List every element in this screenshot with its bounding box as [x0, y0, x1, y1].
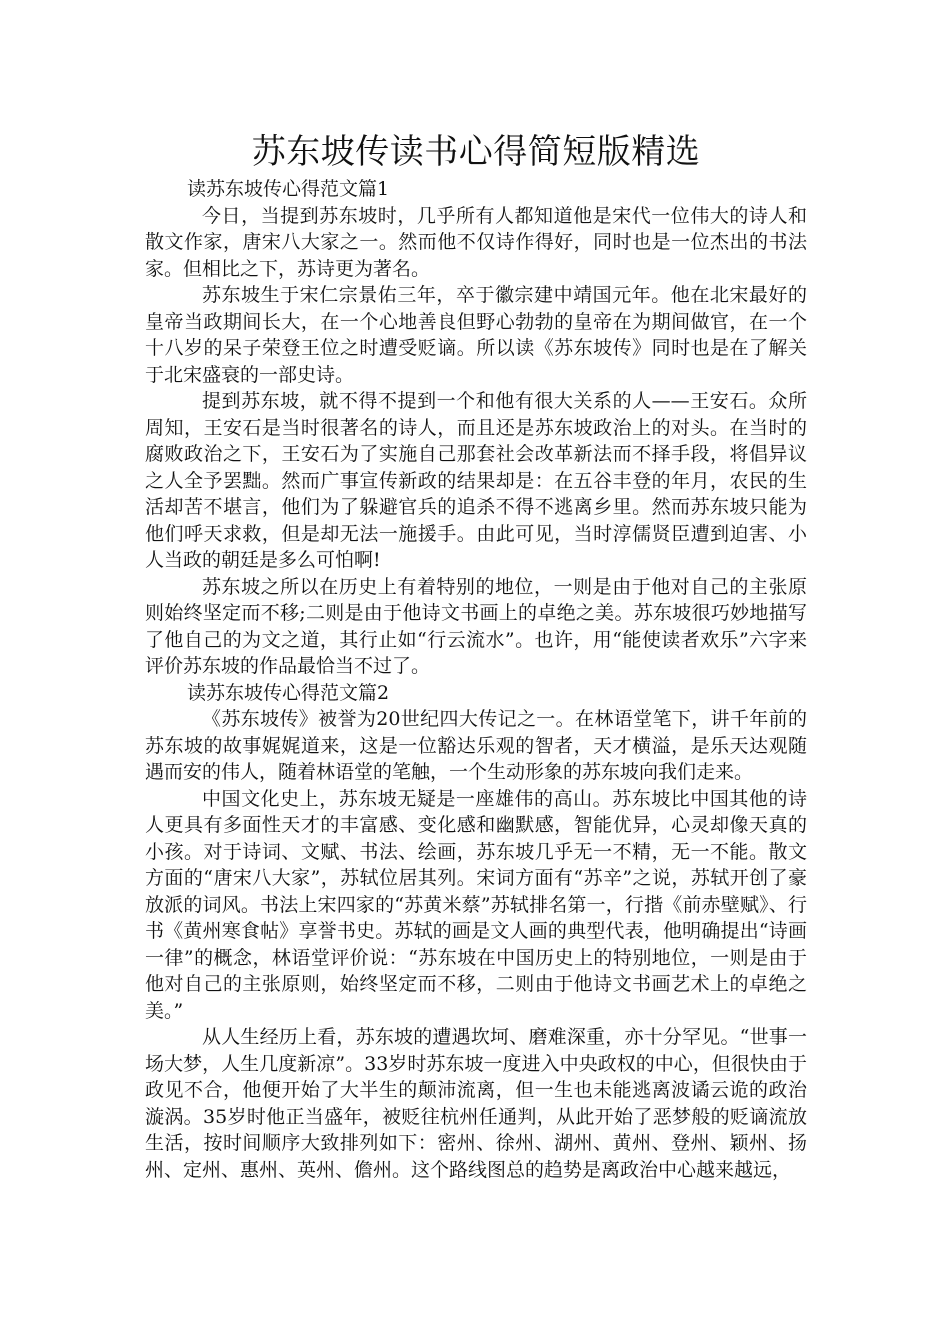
paragraph: 提到苏东坡，就不得不提到一个和他有很大关系的人——王安石。众所周知，王安石是当时很著名的诗人，而且还是苏东坡政治上的对头。在当时的腐败政治之下，王安石为了实施自己那套社会改革新法而不择手段，将倡异议之人全予罢黜。然而广事宣传新政的结果却是：在五谷丰登的年月，农民的生活却苦不堪言，他们为了躲避官兵的追杀不得不逃离乡里。然而苏东坡只能为他们呼天求救，但是却无法一施援手。由此可见，当时淳儒贤臣遭到迫害、小人当政的朝廷是多么可怕啊!: [145, 390, 807, 571]
paragraph: 《苏东坡传》被誉为20世纪四大传记之一。在林语堂笔下，讲千年前的苏东坡的故事娓娓道来，这是一位豁达乐观的智者，天才横溢，是乐天达观随遇而安的伟人，随着林语堂的笔触，一个生动形象的苏东坡向我们走来。: [145, 708, 807, 783]
paragraph: 今日，当提到苏东坡时，几乎所有人都知道他是宋代一位伟大的诗人和散文作家，唐宋八大家之一。然而他不仅诗作得好，同时也是一位杰出的书法家。但相比之下，苏诗更为著名。: [145, 204, 807, 280]
paragraph: 中国文化史上，苏东坡无疑是一座雄伟的高山。苏东坡比中国其他的诗人更具有多面性天才的丰富感、变化感和幽默感，智能优异，心灵却像天真的小孩。对于诗词、文赋、书法、绘画，苏东坡几乎无一不精，无一不能。散文方面的“唐宋八大家”，苏轼位居其列。宋词方面有“苏辛”之说，苏轼开创了豪放派的词风。书法上宋四家的“苏黄米蔡”苏轼排名第一，行揩《前赤壁赋》、行书《黄州寒食帖》享誉书史。苏轼的画是文人画的典型代表，他明确提出“诗画一律”的概念，林语堂评价说：“苏东坡在中国历史上的特别地位，一则是由于他对自己的主张原则，始终坚定而不移，二则由于他诗文书画艺术上的卓绝之美。”: [145, 787, 807, 1022]
document-page: [145, 0, 807, 1183]
paragraph: 苏东坡生于宋仁宗景佑三年，卒于徽宗建中靖国元年。他在北宋最好的皇帝当政期间长大，在一个心地善良但野心勃勃的皇帝在为期间做官，在一个十八岁的呆子荣登王位之时遭受贬谪。所以读《苏东坡传》同时也是在了解关于北宋盛衰的一部史诗。: [145, 284, 807, 386]
paragraph: 从人生经历上看，苏东坡的遭遇坎坷、磨难深重，亦十分罕见。“世事一场大梦，人生几度新凉”。33岁时苏东坡一度进入中央政权的中心，但很快由于政见不合，他便开始了大半生的颠沛流离，但一生也未能逃离波谲云诡的政治漩涡。35岁时他正当盛年，被贬往杭州任通判，从此开始了恶梦般的贬谪流放生活，按时间顺序大致排列如下：密州、徐州、湖州、黄州、登州、颖州、扬州、定州、惠州、英州、儋州。这个路线图总的趋势是离政治中心越来越远，: [145, 1026, 807, 1181]
section-heading: 读苏东坡传心得范文篇1: [187, 178, 390, 200]
document-title: 苏东坡传读书心得简短版精选: [251, 132, 701, 172]
section-1: [145, 176, 807, 680]
paragraph: 苏东坡之所以在历史上有着特别的地位，一则是由于他对自己的主张原则始终坚定而不移;二则是由于他诗文书画上的卓绝之美。苏东坡很巧妙地描写了他自己的为文之道，其行止如“行云流水”。也许，用“能使读者欢乐”六字来评价苏东坡的作品最恰当不过了。: [145, 575, 807, 677]
section-heading: 读苏东坡传心得范文篇2: [187, 681, 390, 704]
section-2: [145, 680, 807, 1184]
